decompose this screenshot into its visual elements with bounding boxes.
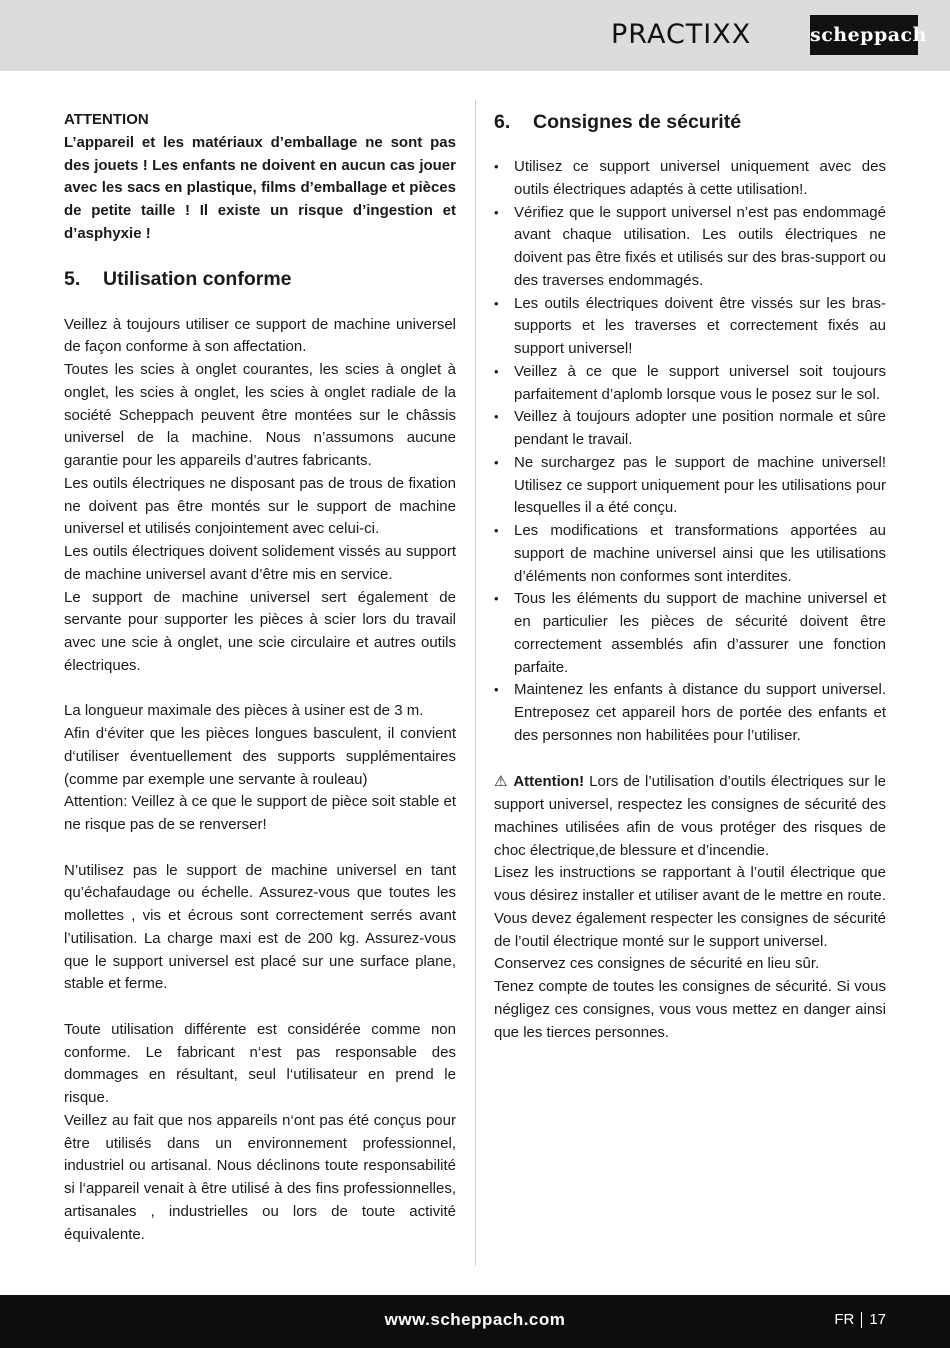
column-divider <box>475 100 476 1266</box>
paragraph: Les outils électriques doivent solidement vissés au support de machine universel avant d’être mis en service. <box>64 543 456 583</box>
section-heading-6 <box>494 108 886 136</box>
warning-label: Attention! <box>513 773 585 791</box>
practixx-logo: PRACTIXX <box>611 19 752 50</box>
paragraph: Veillez à toujours utiliser ce support de machine universel de façon conforme à son affectation. <box>64 315 456 356</box>
paragraph: Toutes les scies à onglet courantes, les scies à onglet à onglet, les scies à onglet, les scies à onglet radiale de la société Scheppach peuvent être montées sur le châssis universel de la machine. Nous n’assumons aucune garantie pour les appareils d’autres fabricants. <box>64 361 456 469</box>
list-item: • Veillez à ce que le support universel soit toujours parfaitement d’aplomb lorsque vous le posez sur le sol. <box>494 361 886 407</box>
paragraph: Veillez au fait que nos appareils n‘ont pas été conçus pour être utilisés dans un environnement professionnel, industriel ou artisanal. Nous déclinons toute responsabilité si l‘appareil venait à être utilisé à des fins professionnelles, artisanales , industrielles ou lors de toute activité équivalente. <box>64 1111 456 1243</box>
section-heading-5 <box>64 265 456 293</box>
section-title: Consignes de sécurité <box>533 111 742 133</box>
list-item: • Les modifications et transformations apportées au support de machine universel ainsi que les utilisations d’éléments non conformes sont interdites. <box>494 520 886 588</box>
paragraph: Les outils électriques ne disposant pas de trous de fixation ne doivent pas être montés sur le support de machine universel et utilisés conjointement avec celui-ci. <box>64 474 456 538</box>
list-item: • Veillez à toujours adopter une position normale et sûre pendant le travail. <box>494 406 886 452</box>
warning-paragraph <box>494 770 886 862</box>
separator <box>861 1312 862 1328</box>
page-footer <box>0 1295 950 1348</box>
paragraph: Tenez compte de toutes les consignes de sécurité. Si vous négligez ces consignes, vous vous mettez en danger ainsi que les tierces personnes. <box>494 978 886 1041</box>
paragraph: Lisez les instructions se rapportant à l’outil électrique que vous désirez installer et utiliser avant de le mettre en route. <box>494 864 886 904</box>
footer-website-link[interactable]: www.scheppach.com <box>384 1310 566 1329</box>
paragraph: Le support de machine universel sert également de servante pour supporter les pièces à scier lors du travail avec une scie à onglet, une scie circulaire et autres outils électriques. <box>64 588 456 674</box>
left-column <box>64 109 456 1246</box>
paragraph: Toute utilisation différente est considérée comme non conforme. Le fabricant n‘est pas responsable des dommages en résultant, seul l‘utilisateur en prend le risque. <box>64 1020 456 1106</box>
warning-text: Lors de l’utilisation d’outils électriques sur le support universel, respectez les consignes de sécurité des machines utilisées afin de vous protéger des risques de choc électrique,de blessure et d’incendie. <box>494 773 886 859</box>
paragraph: La longueur maximale des pièces à usiner est de 3 m. <box>64 702 424 720</box>
warning-triangle-icon: ⚠ <box>494 772 509 791</box>
list-item: • Utilisez ce support universel uniquement avec des outils électriques adaptés à cette utilisation!. <box>494 156 886 202</box>
list-item: • Les outils électriques doivent être vissés sur les bras- supports et les traverses et correctement fixés au support universel! <box>494 293 886 361</box>
paragraph: N’utilisez pas le support de machine universel en tant qu’échafaudage ou échelle. Assurez-vous que toutes les mollettes , vis et écrous sont correctement serrés avant l’utilisation. La charge maxi est de 200 kg. Assurez-vous que le support universel est placé sur une surface plane, stable et ferme. <box>64 861 456 993</box>
right-column <box>494 109 886 1044</box>
safety-list <box>494 156 886 748</box>
paragraph: Afin d‘éviter que les pièces longues basculent, il convient d‘utiliser éventuellement des supports supplémentaires (comme par exemple une servante à rouleau) <box>64 725 456 788</box>
attention-title: ATTENTION <box>64 111 149 128</box>
attention-text: L’appareil et les matériaux d’emballage ne sont pas des jouets ! Les enfants ne doivent en aucun cas jouer avec les sacs en plastique, films d’emballage et pièces de petite taille ! Il existe un risque d’ingestion et d’asphyxie ! <box>64 133 456 242</box>
paragraph: Attention: Veillez à ce que le support de pièce soit stable et ne risque pas de se renverser! <box>64 793 456 833</box>
list-item: • Maintenez les enfants à distance du support universel. Entreposez cet appareil hors de portée des enfants et des personnes non habilitées pour l’utiliser. <box>494 679 886 747</box>
page-indicator <box>834 1310 886 1330</box>
section-title: Utilisation conforme <box>103 267 292 290</box>
scheppach-logo: scheppach <box>810 15 918 55</box>
page-number: 17 <box>869 1311 886 1328</box>
list-item: • Vérifiez que le support universel n’est pas endommagé avant chaque utilisation. Les outils électriques ne doivent pas être fixés et utilisés sur des bras-support ou des traverses endommagés. <box>494 202 886 293</box>
language-code: FR <box>834 1311 855 1328</box>
paragraph: Vous devez également respecter les consignes de sécurité de l’outil électrique monté sur le support universel. <box>494 909 886 950</box>
section-number: 6. <box>494 111 511 133</box>
section-number: 5. <box>64 267 81 290</box>
paragraph: Conservez ces consignes de sécurité en lieu sûr. <box>494 955 820 973</box>
list-item: • Ne surchargez pas le support de machine universel! Utilisez ce support uniquement pour les utilisations pour lesquelles il a été conçu. <box>494 452 886 520</box>
page-header <box>0 0 950 71</box>
list-item: • Tous les éléments du support de machine universel et en particulier les pièces de sécurité doivent être correctement assemblés afin d’assurer une fonction parfaite. <box>494 588 886 679</box>
